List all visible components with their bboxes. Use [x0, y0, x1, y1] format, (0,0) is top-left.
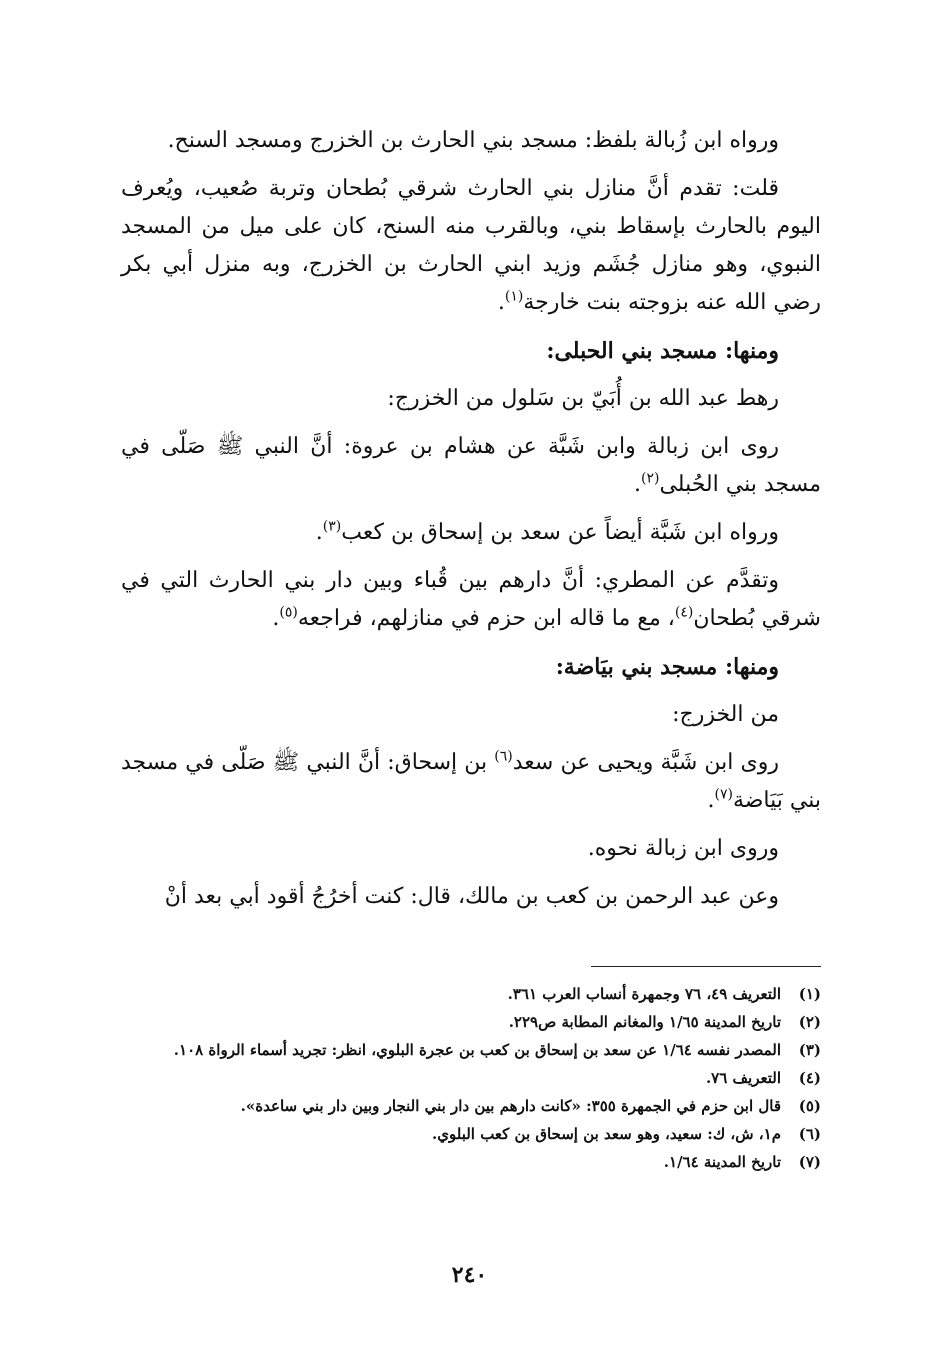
- footnote-number: (١): [798, 985, 821, 1003]
- footnote-marker[interactable]: (٣): [322, 518, 342, 535]
- paragraph-end: .: [497, 290, 505, 315]
- footnote-text: قال ابن حزم في الجمهرة ٣٥٥: «كانت دارهم بين دار بني النجار وبين دار بني ساعدة».: [240, 1097, 781, 1115]
- paragraph-text: وعن عبد الرحمن بن كعب بن مالك، قال: كنت أخرُجُ أقود أبي بعد أنْ: [164, 884, 779, 909]
- footnotes: [121, 980, 821, 1176]
- footnote: [121, 1148, 821, 1176]
- paragraph-text: وروى ابن زبالة نحوه.: [587, 836, 779, 861]
- footnote-number: (٦): [798, 1125, 821, 1143]
- footnote-marker[interactable]: (٢): [641, 470, 660, 487]
- paragraph: [121, 170, 821, 322]
- footnote: [121, 1092, 821, 1120]
- footnote-text: التعريف ٧٦.: [705, 1069, 781, 1087]
- footnote: [121, 1064, 821, 1092]
- paragraph: [121, 744, 821, 820]
- footnote-text: التعريف ٤٩، ٧٦ وجمهرة أنساب العرب ٣٦١.: [507, 985, 781, 1003]
- page-number: ٢٤٠: [451, 1262, 488, 1288]
- footnote-number: (٣): [798, 1041, 821, 1059]
- footnote: [121, 1008, 821, 1036]
- footnote-number: (٥): [798, 1097, 821, 1115]
- footnote: [121, 980, 821, 1008]
- paragraph-text: وتقدَّم عن المطري: أنَّ دارهم بين قُباء وبين دار بني الحارث التي في شرقي بُطحان: [121, 568, 821, 631]
- section-heading: ومنها: مسجد بني الحبلى:: [546, 338, 779, 364]
- footnote-marker[interactable]: (٦): [494, 748, 513, 765]
- paragraph-end: .: [272, 606, 280, 631]
- footnote-text: م١، ش، ك: سعيد، وهو سعد بن إسحاق بن كعب البلوي.: [432, 1125, 781, 1143]
- footnote-number: (٤): [798, 1069, 821, 1087]
- footnote-number: (٢): [798, 1013, 821, 1031]
- paragraph-text: ، مع ما قاله ابن حزم في منازلهم، فراجعه: [297, 606, 675, 631]
- paragraph-end: .: [315, 520, 323, 545]
- footnote: [121, 1120, 821, 1148]
- paragraph: [121, 696, 821, 734]
- paragraph: [121, 830, 821, 868]
- footnote: [121, 1036, 821, 1064]
- footnote-text: تاريخ المدينة ١/٦٥ والمغانم المطابة ص٢٢٩.: [508, 1013, 781, 1031]
- paragraph: [121, 428, 821, 504]
- paragraph: [121, 380, 821, 418]
- paragraph-end: .: [634, 472, 641, 497]
- paragraph: [121, 562, 821, 638]
- footnote-marker[interactable]: (٥): [279, 604, 298, 621]
- footnote-text: تاريخ المدينة ١/٦٤.: [663, 1153, 781, 1171]
- paragraph-text: روى ابن شَبَّة ويحيى عن سعد: [512, 750, 779, 775]
- footnote-marker[interactable]: (٧): [714, 786, 733, 803]
- main-text: [121, 122, 821, 926]
- paragraph-text: ورواه ابن زُبالة بلفظ: مسجد بني الحارث بن الخزرج ومسجد السنح.: [167, 128, 779, 153]
- paragraph: [121, 514, 821, 552]
- paragraph-text: ورواه ابن شَبَّة أيضاً عن سعد بن إسحاق بن كعب: [341, 520, 779, 545]
- section-heading: ومنها: مسجد بني بيَاضة:: [555, 654, 779, 680]
- paragraph: [121, 878, 821, 916]
- paragraph-text: قلت: تقدم أنَّ منازل بني الحارث شرقي بُطحان وتربة صُعيب، ويُعرف اليوم بالحارث بإسقاط بني، وبالقرب منه السنح، كان على ميل من المسجد النبوي، وهو منازل جُشَم وزيد ابني الحارث بن الخزرج، وبه منزل أبي بكر رضي الله عنه بزوجته بنت خارجة: [121, 176, 821, 315]
- footnote-marker[interactable]: (٤): [674, 604, 694, 621]
- footnote-text: المصدر نفسه ١/٦٤ عن سعد بن إسحاق بن كعب بن عجرة البلوي، انظر: تجريد أسماء الرواة ١٠٨.: [173, 1041, 781, 1059]
- footnote-divider: [591, 966, 821, 967]
- paragraph-text: روى ابن زبالة وابن شَبَّة عن هشام بن عروة: أنَّ النبي ﷺ صَلّى في مسجد بني الحُبلى: [121, 434, 821, 497]
- paragraph-text: بن إسحاق: أنَّ النبي ﷺ صَلّى في مسجد بني بَيَاضة: [121, 750, 821, 813]
- footnote-marker[interactable]: (١): [504, 288, 524, 305]
- paragraph-text: من الخزرج:: [672, 702, 779, 727]
- footnote-number: (٧): [798, 1153, 821, 1171]
- paragraph-text: رهط عبد الله بن أُبَيّ بن سَلول من الخزرج:: [387, 386, 779, 411]
- paragraph: [121, 122, 821, 160]
- paragraph-end: .: [707, 788, 715, 813]
